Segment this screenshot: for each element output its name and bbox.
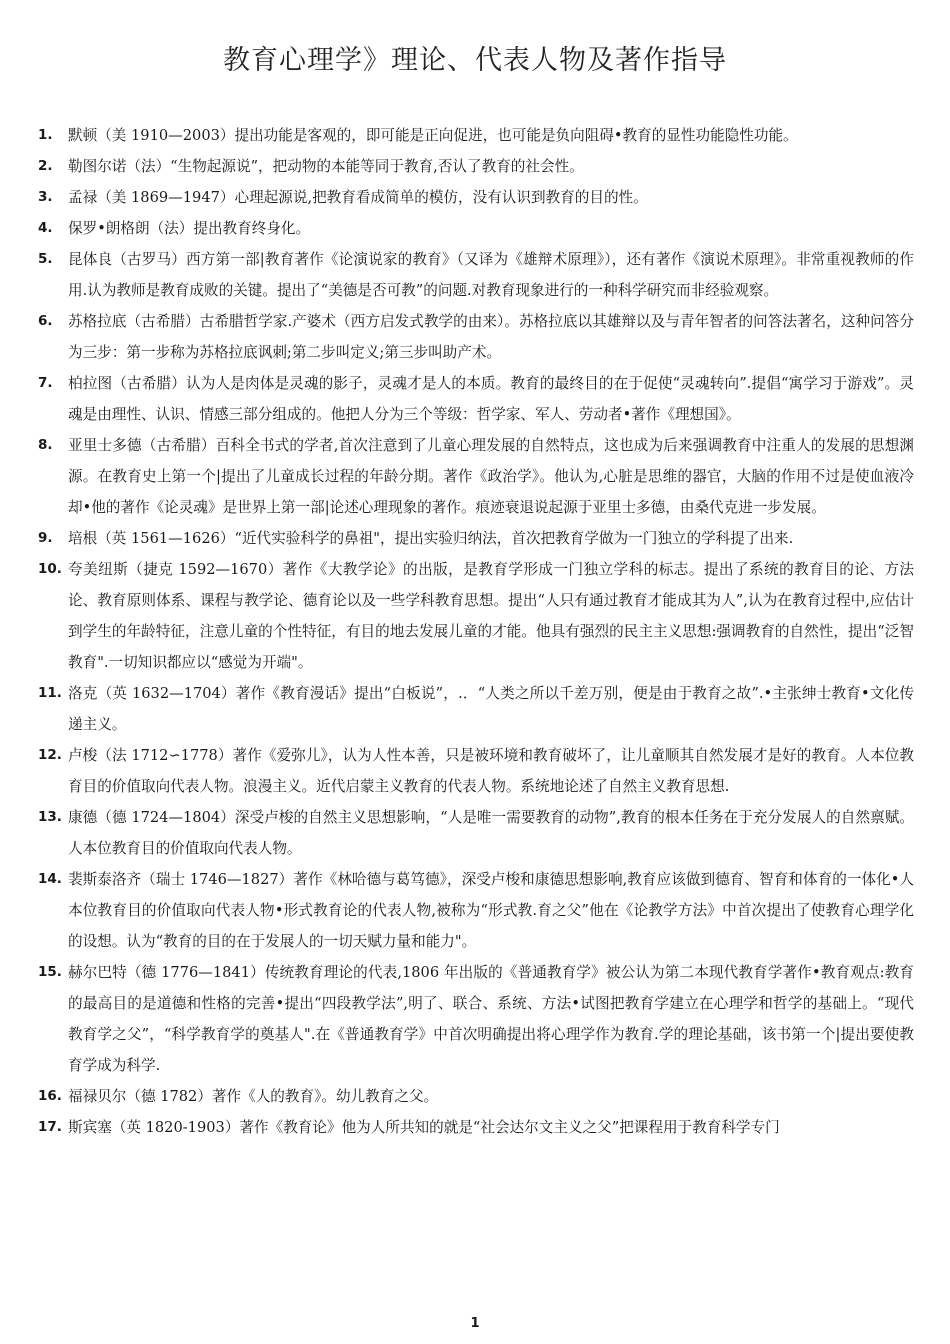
item-number: 12. (38, 747, 62, 763)
item-text: 默顿（美 1910—2003）提出功能是客观的，即可能是正向促进，也可能是负向阻碍•教育的显性功能隐性功能。 (68, 127, 798, 144)
list-item (38, 430, 914, 523)
item-text: 苏格拉底（古希腊）古希腊哲学家.产婆术（西方启发式教学的由来）。苏格拉底以其雄辩以及与青年智者的问答法著名，这种问答分为三步：第一步称为苏格拉底讽刺;第二步叫定义;第三步叫助产术。 (68, 313, 914, 361)
list-item (38, 182, 914, 213)
list-item (38, 151, 914, 182)
list-item (38, 306, 914, 368)
item-text: 亚里士多德（古希腊）百科全书式的学者,首次注意到了儿童心理发展的自然特点，这也成为后来强调教育中注重人的发展的思想渊源。在教育史上第一个|提出了儿童成长过程的年龄分期。著作《政治学》。他认为,心脏是思维的器官，大脑的作用不过是使血液冷却•他的著作《论灵魂》是世界上第一部|论述心理现象的著作。痕迹衰退说起源于亚里士多德，由桑代克进一步发展。 (68, 437, 914, 516)
item-number: 4. (38, 220, 53, 236)
item-text: 柏拉图（古希腊）认为人是肉体是灵魂的影子，灵魂才是人的本质。教育的最终目的在于促使“灵魂转向”.提倡“寓学习于游戏”。灵魂是由理性、认识、情感三部分组成的。他把人分为三个等级：哲学家、军人、劳动者•著作《理想国》。 (68, 375, 914, 423)
item-number: 10. (38, 561, 62, 577)
item-number: 9. (38, 530, 53, 546)
list-item (38, 1081, 914, 1112)
item-text: 斯宾塞（英 1820-1903）著作《教育论》他为人所共知的就是“社会达尔文主义之父”把课程用于教育科学专门 (68, 1119, 780, 1136)
list-item (38, 957, 914, 1081)
item-text: 卢梭（法 1712∽1778）著作《爱弥儿》，认为人性本善，只是被环境和教育破坏了，让儿童顺其自然发展才是好的教育。人本位教育目的价值取向代表人物。浪漫主义。近代启蒙主义教育的代表人物。系统地论述了自然主义教育思想. (68, 747, 914, 795)
item-number: 11. (38, 685, 62, 701)
item-text: 赫尔巴特（德 1776—1841）传统教育理论的代表,1806 年出版的《普通教育学》被公认为第二本现代教育学著作•教育观点:教育的最高目的是道德和性格的完善•提出“四段教学法”,明了、联合、系统、方法•试图把教育学建立在心理学和哲学的基础上。“现代教育学之父”，“科学教育学的奠基人".在《普通教育学》中首次明确提出将心理学作为教育.学的理论基础，该书第一个|提出要使教育学成为科学. (68, 964, 914, 1074)
item-text: 康德（德 1724—1804）深受卢梭的自然主义思想影响，“人是唯一需要教育的动物”,教育的根本任务在于充分发展人的自然禀赋。人本位教育目的价值取向代表人物。 (68, 809, 914, 857)
item-text: 裴斯泰洛齐（瑞士 1746—1827）著作《林哈德与葛笃德》，深受卢梭和康德思想影响,教育应该做到德育、智育和体育的一体化•人本位教育目的价值取向代表人物•形式教育论的代表人物,被称为“形式教.育之父”他在《论教学方法》中首次提出了使教育心理学化的设想。认为“教育的目的在于发展人的一切天赋力量和能力"。 (68, 871, 914, 950)
item-text: 洛克（英 1632—1704）著作《教育漫话》提出“白板说”，.．“人类之所以千差万别，便是由于教育之故”.•主张绅士教育•文化传递主义。 (68, 685, 914, 733)
item-number: 13. (38, 809, 62, 825)
list-item (38, 864, 914, 957)
item-text: 培根（英 1561—1626）“近代实验科学的鼻祖"，提出实验归纳法，首次把教育学做为一门独立的学科提了出来. (68, 530, 794, 547)
item-number: 14. (38, 871, 62, 887)
item-text: 福禄贝尔（德 1782）著作《人的教育》。幼儿教育之父。 (68, 1088, 439, 1105)
item-text: 孟禄（美 1869—1947）心理起源说,把教育看成简单的模仿，没有认识到教育的目的性。 (68, 189, 648, 206)
list-item (38, 368, 914, 430)
list-item (38, 523, 914, 554)
list-item (38, 244, 914, 306)
item-number: 8. (38, 437, 53, 453)
item-number: 3. (38, 189, 53, 205)
item-number: 2. (38, 158, 53, 174)
list-item (38, 802, 914, 864)
list-item (38, 678, 914, 740)
item-text: 昆体良（古罗马）西方第一部|教育著作《论演说家的教育》（又译为《雄辩术原理》），还有著作《演说术原理》。非常重视教师的作用.认为教师是教育成败的关键。提出了“美德是否可教”的问题.对教育现象进行的一种科学研究而非经验观察。 (68, 251, 914, 299)
list-item (38, 120, 914, 151)
item-text: 夸美纽斯（捷克 1592—1670）著作《大教学论》的出版，是教育学形成一门独立学科的标志。提出了系统的教育目的论、方法论、教育原则体系、课程与教学论、德育论以及一些学科教育思想。提出“人只有通过教育才能成其为人”,认为在教育过程中,应估计到学生的年龄特征，注意儿童的个性特征，有目的地去发展儿童的才能。他具有强烈的民主主义思想:强调教育的自然性，提出“泛智教育".一切知识都应以“感觉为开端"。 (68, 561, 914, 671)
list-item (38, 740, 914, 802)
list-item (38, 554, 914, 678)
item-number: 15. (38, 964, 62, 980)
item-number: 16. (38, 1088, 62, 1104)
list-item (38, 1112, 914, 1143)
page-title: 教育心理学》理论、代表人物及著作指导 (223, 45, 727, 76)
page-number: 1 (470, 1316, 480, 1331)
item-number: 17. (38, 1119, 62, 1135)
item-text: 勒图尔诺（法）“生物起源说”，把动物的本能等同于教育,否认了教育的社会性。 (68, 158, 584, 175)
list-item (38, 213, 914, 244)
numbered-list (38, 120, 914, 1143)
item-number: 6. (38, 313, 53, 329)
item-text: 保罗•朗格朗（法）提出教育终身化。 (68, 220, 311, 237)
item-number: 1. (38, 127, 53, 143)
item-number: 5. (38, 251, 53, 267)
item-number: 7. (38, 375, 53, 391)
